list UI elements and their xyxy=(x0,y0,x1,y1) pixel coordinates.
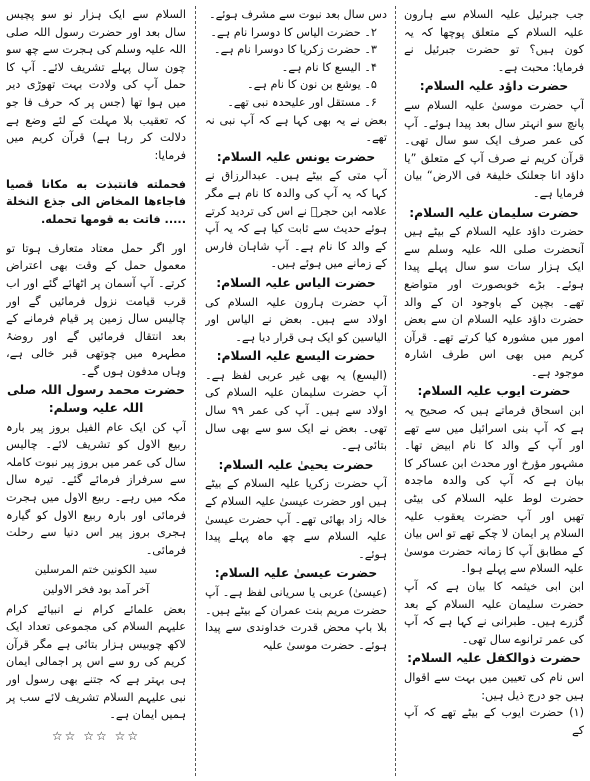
column-divider xyxy=(195,6,196,776)
paragraph: (۱) حضرت ایوب کے بیٹے تھے کہ آپ کے xyxy=(404,706,584,737)
paragraph: اس نام کی تعیین میں بہت سے اقوال ہیں جو درج ذیل ہیں: xyxy=(404,670,584,702)
paragraph: (عیسیٰ) عربی یا سریانی لفظ ہے۔ آپ حضرت مریم بنت عمران کے بیٹے ہیں۔ بلا باپ محض قدرت خداوندی سے پیدا ہوئے۔ حضرت موسیٰ علیہ xyxy=(205,586,387,652)
paragraph: (الیسع) یہ بھی غیر عربی لفظ ہے۔ آپ حضرت سلیمان علیہ السلام کی اولاد سے ہیں۔ آپ کی عمر ۹۹ سال تھی۔ بعض نے ایک سو سے بھی سال بتائی ہے۔ xyxy=(205,368,387,453)
column-left xyxy=(6,6,186,776)
column-right xyxy=(404,6,584,776)
paragraph: آپ حضرت زکریا علیہ السلام کے بیٹے ہیں اور حضرت عیسیٰ علیہ السلام کے خالہ زاد بھائی تھے۔ آپ حضرت عیسیٰ علیہ السلام سے چھ ماہ پہلے پیدا ہوئے۔ xyxy=(205,477,387,561)
section-heading: حضرت داؤد علیہ السلام: xyxy=(419,79,569,94)
paragraph: ابن اسحاق فرماتے ہیں کہ صحیح یہ ہے کہ آپ بنی اسرائیل میں سے تھے اور آپ کے والد کا نام ابیض تھا۔ مشہور مؤرخ اور محدث ابن عساکر کا بیان ہے کہ آپ کی والدہ ماجدہ حضرت لوط علیہ السلام کی بیٹی تھیں اور آپ حضرت یعقوب علیہ السلام پر ایمان لا چکے تھے تو اس بیان کے مطابق آپ کا زمانہ حضرت موسیٰ علیہ السلام سے پہلے ہوا۔ xyxy=(404,404,584,576)
paragraph: دس سال بعد نبوت سے مشرف ہوئے۔ xyxy=(208,8,387,21)
paragraph: ابن ابی خیثمہ کا بیان ہے کہ آپ حضرت سلیمان علیہ السلام کے بعد گزرے ہیں۔ طبرانی نے کہا ہے کہ آپ کی عمر ترانوے سال تھی۔ xyxy=(404,580,584,646)
paragraph: بعض علمائے کرام نے انبیائے کرام علیہم السلام کی مجموعی تعداد ایک لاکھ چوبیس ہزار بتائی ہے مگر قرآن کریم کی رو سے اس پر اجمالی ایمان ہی بہتر ہے کہ جتنے بھی رسول اور نبی علیہم السلام تشریف لائے سب پر ہمیں ایمان ہے۔ xyxy=(6,602,186,722)
section-heading: حضرت ایوب علیہ السلام: xyxy=(417,384,571,399)
paragraph: اور اگر حمل معتاد متعارف ہوتا تو معمول حمل کے وقت بھی اعتراض کرتے۔ آپ آسمان پر اٹھائے گئے اور اب قرب قیامت نزول فرمائیں گے اور چالیس سال زمین پر قیام فرمانے کے بعد انتقال فرمائیں گے اور روضۂ مطہرہ میں چوتھی قبر خالی ہے، وہاں مدفون ہوں گے۔ xyxy=(6,241,186,378)
paragraph: حضرت داؤد علیہ السلام کے بیٹے ہیں آنحضرت صلی اللہ علیہ وسلم سے ایک ہزار سات سو سال پہلے پیدا ہوئے۔ بڑے خوبصورت اور متواضع تھے۔ بچپن کے باوجود ان کے والد حضرت داؤد علیہ السلام ان سے بعض امور میں مشورہ کیا کرتے تھے۔ قرآن کریم میں بھی اس طرف اشارہ موجود ہے۔ xyxy=(404,225,584,379)
paragraph: السلام سے ایک ہزار نو سو پچیس سال بعد اور حضرت رسول اللہ صلی اللہ علیہ وسلم کی ہجرت سے چھ سو چون سال پہلے تشریف لائے۔ آپ کا حمل آپ کی ولادت بہت تھوڑی دیر میں ہوا تھا (جس پر کہ حرف فا جو کہ تعقیب بلا مہلت کے لئے وضع ہے دلالت کر رہا ہے) قرآن کریم میں فرمایا: xyxy=(6,8,186,162)
quranic-quote: فحملته فانتبذت به مكانا قصيا فاجاءها المخاض الى جذع النخلة ..... فاتت به قومها تحمله. xyxy=(6,177,186,226)
list-item: ۴۔ الیسع کا نام ہے۔ xyxy=(281,60,377,74)
poetry-line: سید الکونین ختم المرسلین xyxy=(34,563,158,577)
section-heading: حضرت عیسیٰ علیہ السلام: xyxy=(214,566,378,581)
paragraph: آپ حضرت ہارون علیہ السلام کی اولاد سے ہیں۔ بعض نے الیاس اور الیاسین کو ایک ہی قرار دیا ہے۔ xyxy=(205,295,387,344)
list-item: ۲۔ حضرت الیاس کا دوسرا نام ہے۔ xyxy=(210,25,377,39)
section-heading: حضرت یونس علیہ السلام: xyxy=(216,149,376,164)
end-ornament: ☆☆ ☆☆ ☆☆ xyxy=(51,728,141,743)
paragraph: آپ متی کے بیٹے ہیں۔ عبدالرزاق نے کہا کہ یہ آپ کی والدہ کا نام ہے مگر علامہ ابن حجرؒ نے اس کی تردید کرتے ہوئے حدیث سے ثابت کیا ہے کہ یہ آپ کے والد کا نام ہے۔ آپ شاہان فارس کے زمانے میں ہوئے ہیں۔ xyxy=(205,169,387,271)
column-divider xyxy=(395,6,396,776)
poetry-line: آخر آمد بود فخر الاولین xyxy=(42,583,150,596)
section-heading: حضرت سلیمان علیہ السلام: xyxy=(409,205,579,220)
section-heading: حضرت ذوالکفل علیہ السلام: xyxy=(407,651,581,666)
section-heading: حضرت الیسع علیہ السلام: xyxy=(216,349,376,364)
column-middle xyxy=(205,6,387,776)
section-heading: حضرت یحییٰ علیہ السلام: xyxy=(218,457,374,472)
paragraph: بعض نے یہ بھی کہا ہے کہ آپ نبی نہ تھے۔ xyxy=(205,113,387,145)
list-item: ۳۔ حضرت زکریا کا دوسرا نام ہے۔ xyxy=(213,43,377,57)
list-item: ۶۔ مستقل اور علیحدہ نبی تھے۔ xyxy=(227,95,377,109)
section-heading: حضرت محمد رسول اللہ صلی اللہ علیہ وسلم: xyxy=(7,383,185,416)
section-heading: حضرت الیاس علیہ السلام: xyxy=(216,275,376,290)
paragraph: جب جبرئیل علیہ السلام سے ہارون علیہ السلام کے متعلق پوچھا کہ یہ کون ہیں؟ تو حضرت جبرئیل نے فرمایا: محبت ہے۔ xyxy=(404,8,584,74)
list-item: ۵۔ یوشع بن نون کا نام ہے۔ xyxy=(247,78,377,92)
paragraph: آپ حضرت موسیٰ علیہ السلام سے پانچ سو انہتر سال بعد پیدا ہوئے۔ آپ کی عمر صرف ایک سو سال تھی۔ قرآن کریم نے صرف آپ کے متعلق ”یا داؤد انا جعلنک خلیفۃ فی الارض“ بیان فرمایا ہے۔ xyxy=(404,98,584,200)
paragraph: آپ کن ایک عام الفیل بروز پیر بارہ ربیع الاول کو تشریف لائے۔ چالیس سال کی عمر میں بروز پیر نبوت کاملہ سے سرفراز فرمائے گئے۔ تیرہ سال مکہ میں رہے۔ ربیع الاول میں ہجرت فرمائی اور بارہ ربیع الاول کو گیارہ ہجری بروز پیر اس دنیا سے رحلت فرمائی۔ xyxy=(6,420,186,557)
